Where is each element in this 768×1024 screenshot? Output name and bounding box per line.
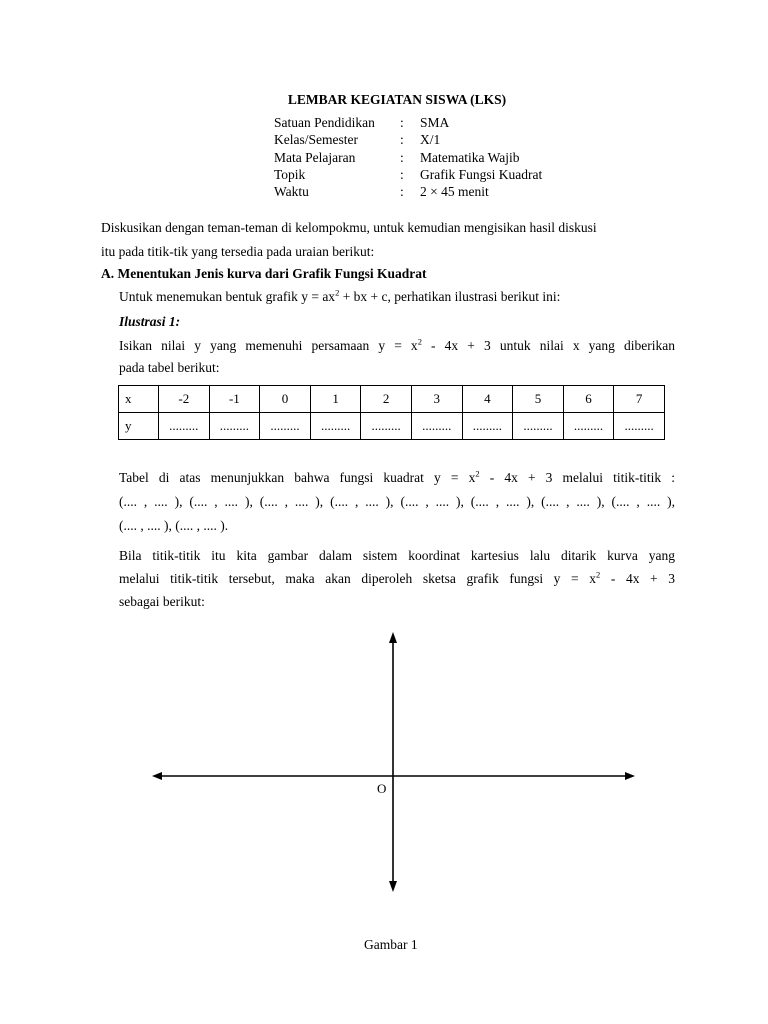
table-cell-x: 2 [361,386,412,413]
figure-caption: Gambar 1 [364,937,418,952]
table-cell-y-blank[interactable]: ......... [563,413,614,440]
table-cell-x: -1 [209,386,260,413]
meta-row-topik: Topik : Grafik Fungsi Kuadrat [274,166,543,182]
sketch-line-1: Bila titik-titik itu kita gambar dalam sistem koordinat kartesius lalu ditarik kurva yang [119,548,675,563]
table-cell-x: 6 [563,386,614,413]
table-cell-y-blank[interactable]: ......... [411,413,462,440]
illustration-label: Ilustrasi 1: [119,314,181,329]
x-axis-left-arrow [152,772,162,780]
table-cell-x: -2 [159,386,210,413]
instruction-line-2: pada tabel berikut: [119,360,220,375]
table-cell-x: 7 [614,386,665,413]
points-line-1: Tabel di atas menunjukkan bahwa fungsi kuadrat $y = x^2 - 4x + 3$ melalui titik-titik : [119,468,675,485]
meta-label: Satuan Pendidikan [274,115,375,130]
meta-value: Matematika Wajib [420,149,520,165]
table-cell-x: 4 [462,386,513,413]
meta-label: Topik [274,166,306,182]
instruction-line-1: Isikan nilai y yang memenuhi persamaan $y = x^2 - 4x + 3$ untuk nilai x yang diberikan [119,336,676,353]
meta-value: SMA [420,115,450,130]
y-axis-top-arrow [389,632,397,643]
meta-row-mapel: Mata Pelajaran : Matematika Wajib [274,149,520,165]
y-axis-bottom-arrow [389,881,397,892]
table-cell-y-blank[interactable]: ......... [614,413,665,440]
table-cell-x: 0 [260,386,311,413]
meta-value: 2 × 45 menit [420,184,489,200]
points-line-2: (.... , .... ), (.... , .... ), (.... , .... ), (.... , .... ), (.... , .... ), (.... , .... ), (.... , .... ), (.... , .... ), [119,494,675,509]
meta-value: Grafik Fungsi Kuadrat [420,166,543,182]
points-line-3: (.... , .... ), (.... , .... ). [119,518,229,533]
table-header-x: x [119,386,159,413]
table-cell-y-blank[interactable]: ......... [513,413,564,440]
meta-value: X/1 [420,132,441,148]
table-cell-y-blank[interactable]: ......... [209,413,260,440]
intro-line-2: itu pada titik-tik yang tersedia pada uraian berikut: [101,244,375,259]
origin-label: O [377,781,387,796]
intro-line-1: Diskusikan dengan teman-teman di kelompokmu, untuk kemudian mengisikan hasil diskusi [101,220,597,235]
meta-row-waktu: Waktu : 2 × 45 menit [274,184,489,200]
table-cell-y-blank[interactable]: ......... [260,413,311,440]
meta-label: Kelas/Semester [274,132,358,148]
table-header-y: y [119,413,159,440]
table-cell-y-blank[interactable]: ......... [361,413,412,440]
worksheet-title: LEMBAR KEGIATAN SISWA (LKS) [287,92,507,107]
table-cell-y-blank[interactable]: ......... [310,413,361,440]
meta-label: Mata Pelajaran [274,149,356,165]
table-cell-y-blank[interactable]: ......... [159,413,210,440]
sketch-line-3: sebagai berikut: [119,594,205,609]
meta-row-satuan: Satuan Pendidikan : SMA [274,115,450,130]
table-cell-y-blank[interactable]: ......... [462,413,513,440]
section-a-heading: A. Menentukan Jenis kurva dari Grafik Fungsi Kuadrat [101,266,427,281]
meta-label: Waktu [274,184,309,200]
sketch-line-2: melalui titik-titik tersebut, maka akan diperoleh sketsa grafik fungsi $y = x^2 - 4x + 3$ [119,569,676,586]
meta-row-kelas: Kelas/Semester : X/1 [274,132,441,148]
table-cell-x: 5 [513,386,564,413]
table-cell-x: 1 [310,386,361,413]
table-cell-x: 3 [411,386,462,413]
x-axis-right-arrow [625,772,635,780]
section-a-line-1: Untuk menemukan bentuk grafik $y = ax^2$ + bx + c, perhatikan ilustrasi berikut ini: [119,287,561,304]
